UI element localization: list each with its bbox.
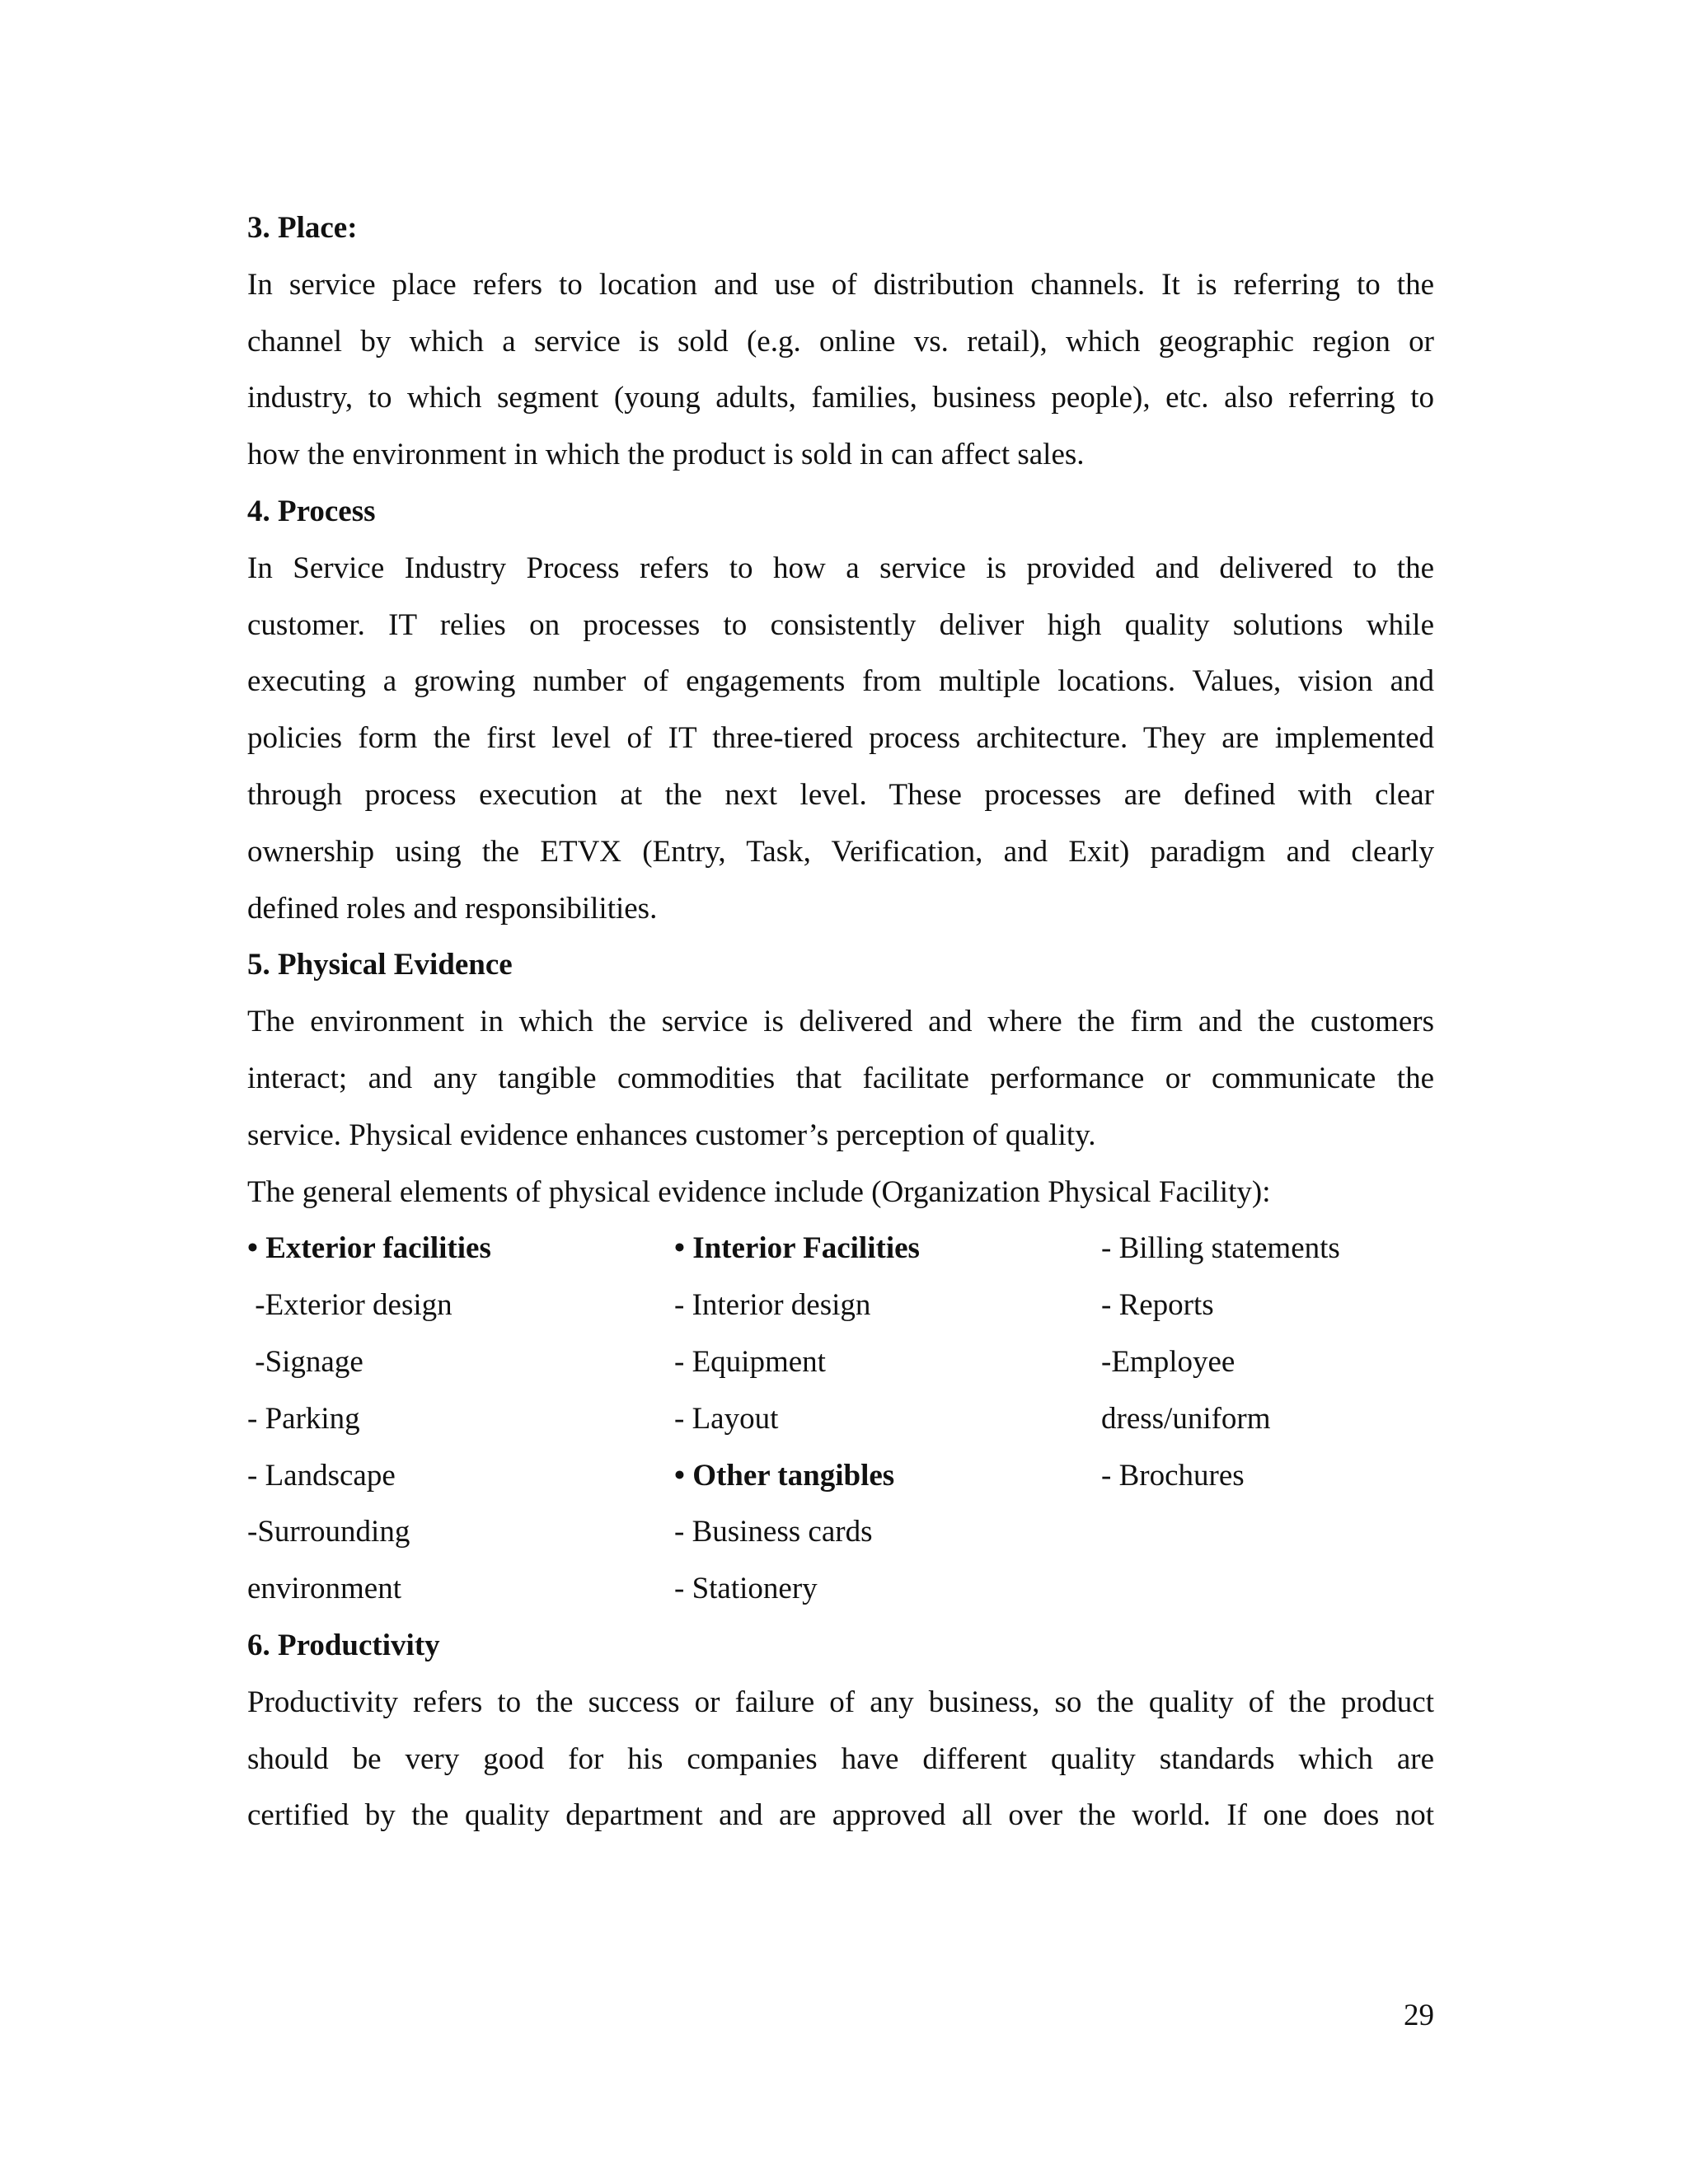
paragraph-line: interact; and any tangible commodities that facilitate performance or communicate the	[247, 1061, 1434, 1095]
grid-cell: - Parking	[247, 1401, 360, 1436]
section-heading-physical-evidence: 5. Physical Evidence	[247, 948, 513, 982]
grid-cell: - Business cards	[674, 1515, 873, 1549]
grid-cell-exterior-facilities: • Exterior facilities	[247, 1231, 491, 1266]
grid-cell-other-tangibles: • Other tangibles	[674, 1458, 895, 1493]
grid-cell: -Signage	[247, 1344, 363, 1379]
grid-cell	[1101, 1504, 1434, 1561]
grid-cell: - Equipment	[674, 1344, 826, 1379]
grid-cell: - Reports	[1101, 1288, 1214, 1323]
paragraph-line: industry, to which segment (young adults, families, business people), etc. also referring to	[247, 381, 1434, 415]
grid-cell: - Layout	[674, 1401, 779, 1436]
paragraph-line: policies form the first level of IT three-tiered process architecture. They are implemented	[247, 721, 1434, 756]
paragraph-line: should be very good for his companies have different quality standards which are	[247, 1741, 1434, 1776]
grid-cell: environment	[247, 1572, 402, 1606]
physical-facility-grid	[247, 1221, 1434, 1618]
grid-cell: - Billing statements	[1101, 1231, 1340, 1266]
paragraph-line: service. Physical evidence enhances customer’s perception of quality.	[247, 1118, 1096, 1152]
grid-cell: - Stationery	[674, 1572, 818, 1606]
paragraph-line: In Service Industry Process refers to how a service is provided and delivered to the	[247, 551, 1434, 585]
paragraph-line: Productivity refers to the success or failure of any business, so the quality of the product	[247, 1685, 1434, 1719]
page-number: 29	[1404, 1999, 1434, 2032]
grid-cell: dress/uniform	[1101, 1401, 1271, 1436]
paragraph-line: In service place refers to location and use of distribution channels. It is referring to the	[247, 267, 1434, 302]
paragraph-line: defined roles and responsibilities.	[247, 891, 658, 926]
paragraph-line: The environment in which the service is delivered and where the firm and the customers	[247, 1005, 1434, 1039]
paragraph-line: The general elements of physical evidence include (Organization Physical Facility):	[247, 1174, 1271, 1209]
grid-cell-interior-facilities: • Interior Facilities	[674, 1231, 920, 1266]
grid-cell: - Landscape	[247, 1458, 396, 1493]
grid-cell: -Employee	[1101, 1344, 1236, 1379]
grid-cell: -Exterior design	[247, 1288, 452, 1323]
grid-cell: - Interior design	[674, 1288, 871, 1323]
grid-cell: -Surrounding	[247, 1515, 410, 1549]
grid-cell	[1101, 1561, 1434, 1618]
paragraph-line: customer. IT relies on processes to consistently deliver high quality solutions while	[247, 607, 1434, 642]
paragraph-line: channel by which a service is sold (e.g. online vs. retail), which geographic region or	[247, 324, 1434, 359]
document-page	[247, 200, 1434, 1844]
paragraph-line: ownership using the ETVX (Entry, Task, Verification, and Exit) paradigm and clearly	[247, 834, 1434, 869]
paragraph-line: certified by the quality department and are approved all over the world. If one does not	[247, 1798, 1434, 1833]
section-heading-process: 4. Process	[247, 494, 376, 528]
paragraph-line: executing a growing number of engagements from multiple locations. Values, vision and	[247, 664, 1434, 699]
paragraph-line: through process execution at the next level. These processes are defined with clear	[247, 777, 1434, 812]
section-heading-place: 3. Place:	[247, 211, 358, 245]
paragraph-line: how the environment in which the product is sold in can affect sales.	[247, 438, 1085, 472]
section-heading-productivity: 6. Productivity	[247, 1628, 440, 1662]
grid-cell: - Brochures	[1101, 1458, 1245, 1493]
